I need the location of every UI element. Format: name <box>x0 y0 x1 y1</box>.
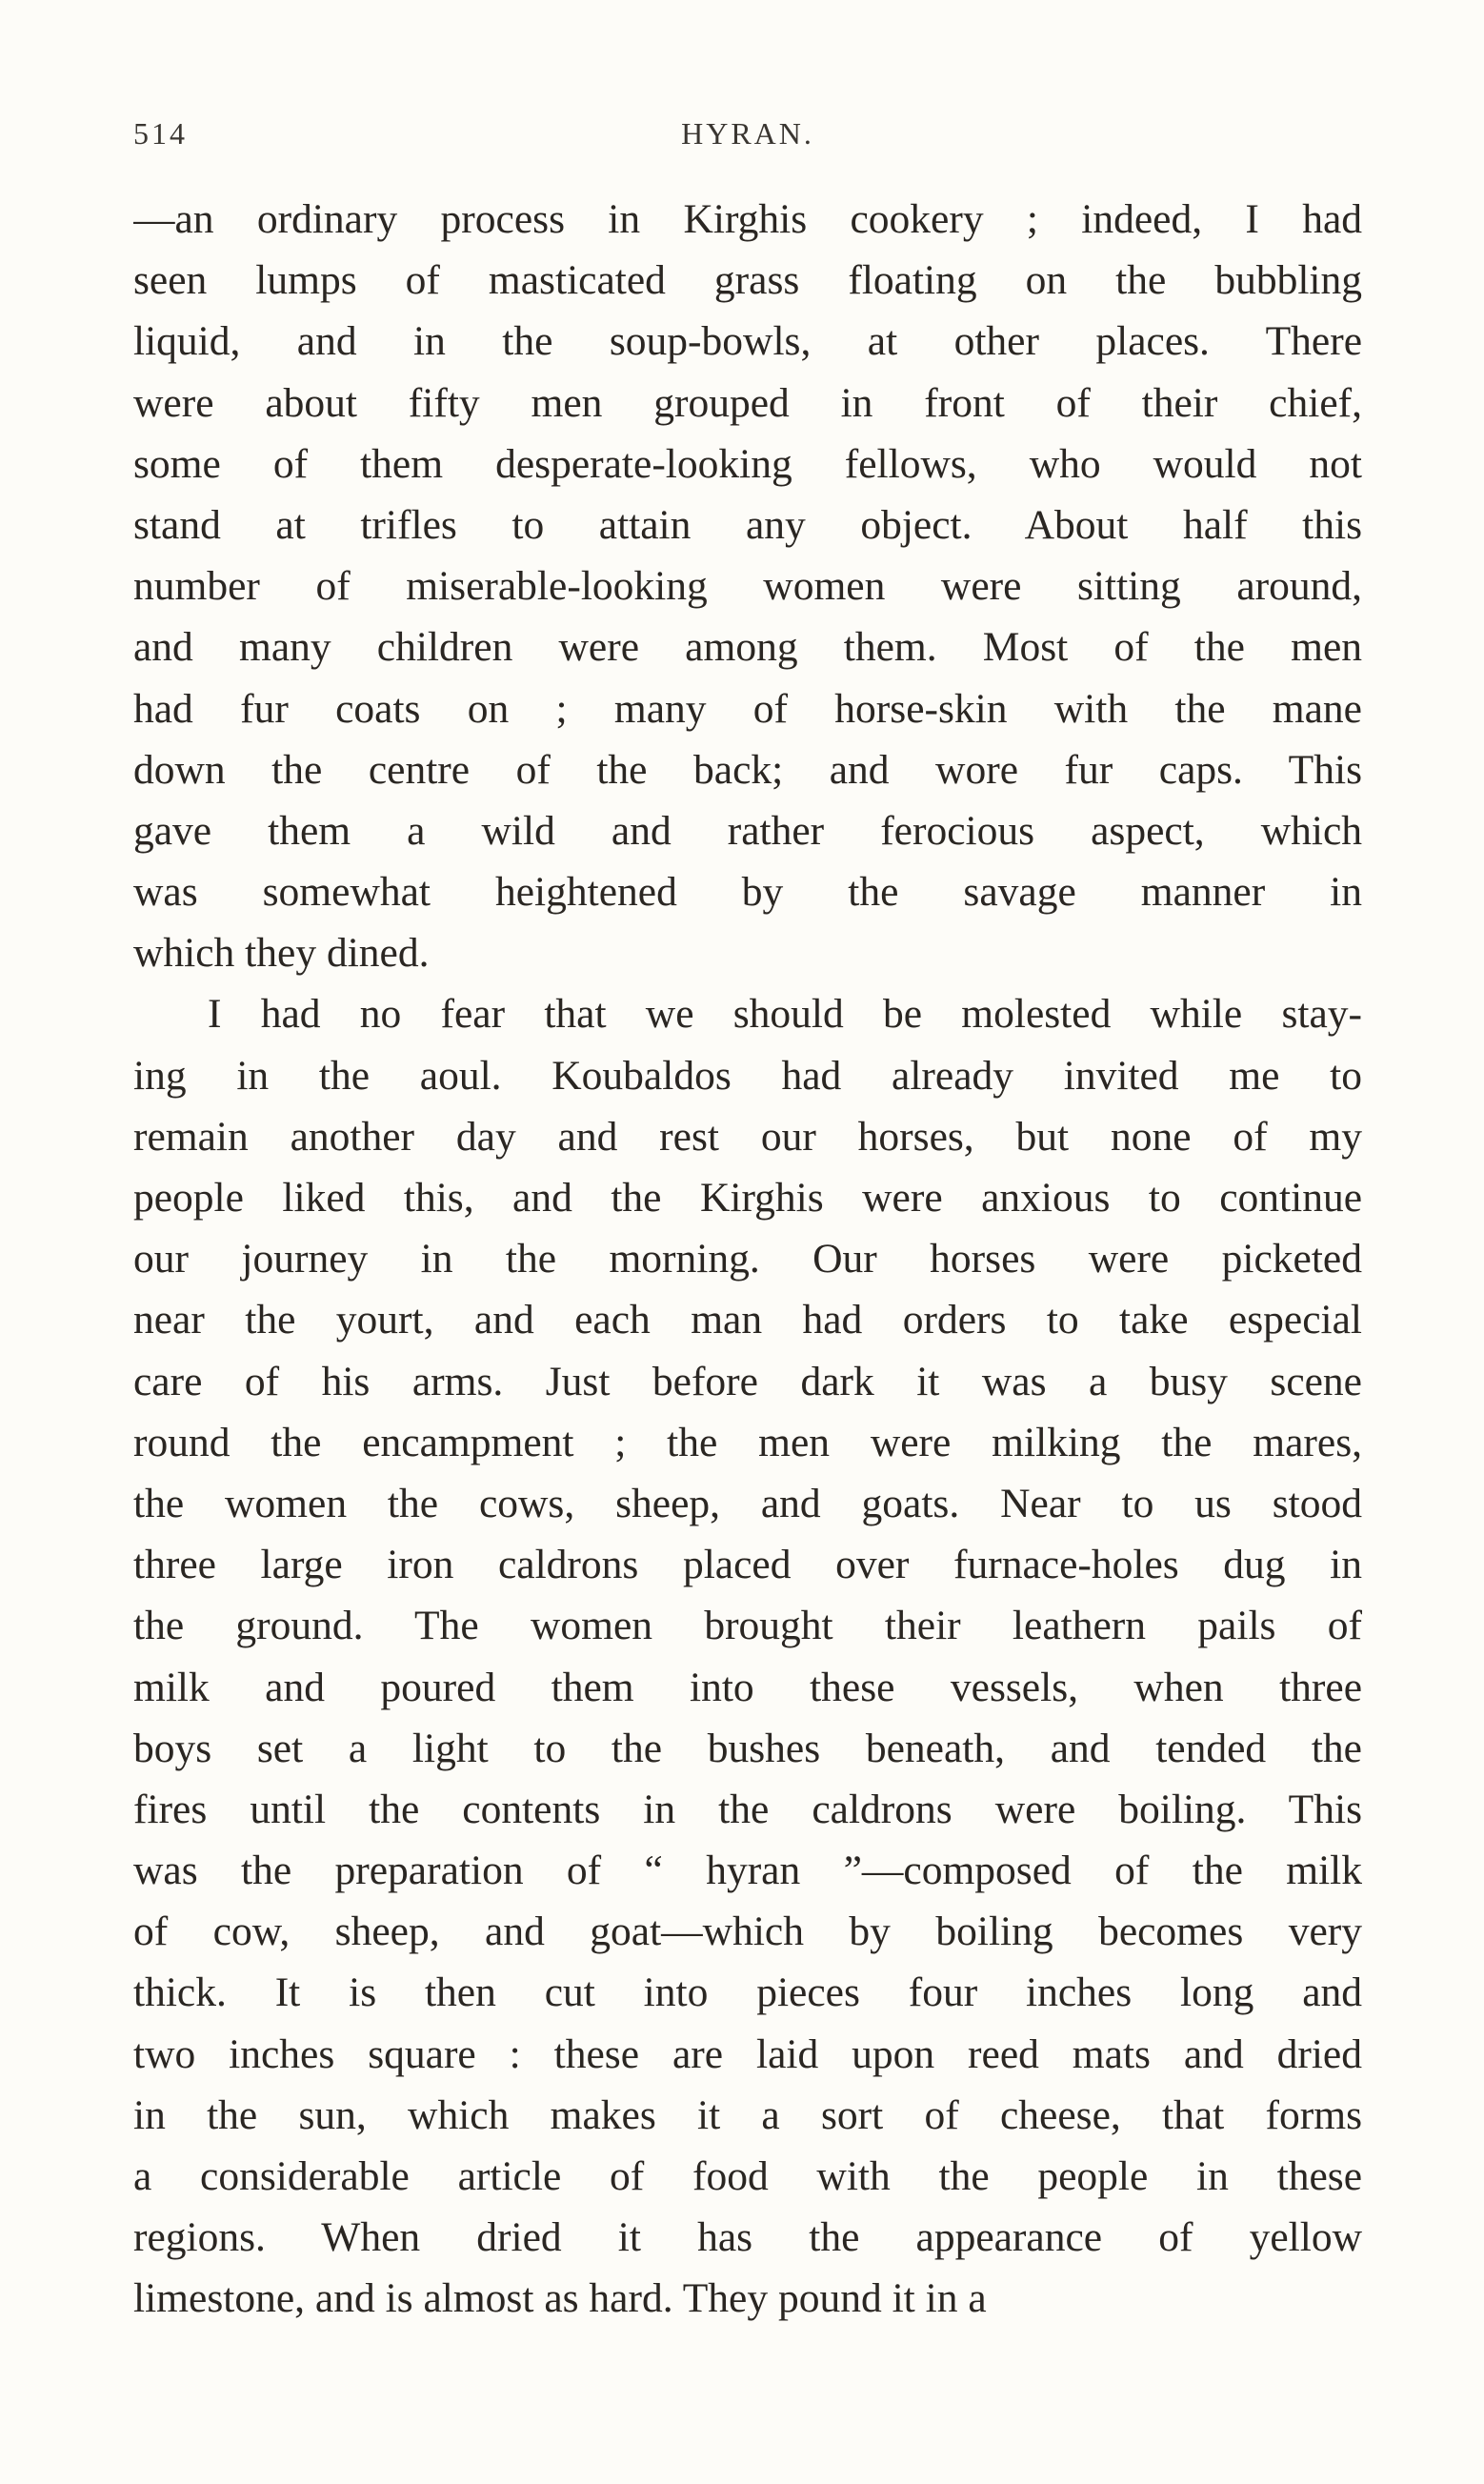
text-line: number of miserable-looking women were sitting around, <box>133 563 1362 610</box>
text-line: down the centre of the back; and wore fur caps. This <box>133 746 1362 793</box>
text-line: some of them desperate-looking fellows, who would not <box>133 440 1362 487</box>
paragraph-start-line: I had no fear that we should be molested while stay- <box>208 991 1362 1038</box>
text-line: in the sun, which makes it a sort of cheese, that forms <box>133 2091 1362 2138</box>
text-line: had fur coats on ; many of horse-skin with the mane <box>133 685 1362 732</box>
paragraph-end-line: which they dined. <box>133 930 430 977</box>
text-line: was the preparation of “ hyran ”—composed of the milk <box>133 1848 1362 1894</box>
text-line: the women the cows, sheep, and goats. Near to us stood <box>133 1480 1362 1526</box>
text-line: was somewhat heightened by the savage manner in <box>133 869 1362 916</box>
text-line: regions. When dried it has the appearance of yellow <box>133 2214 1362 2261</box>
text-line: care of his arms. Just before dark it was a busy scene <box>133 1358 1362 1404</box>
text-line: fires until the contents in the caldrons were boiling. This <box>133 1786 1362 1832</box>
page-number: 514 <box>133 116 188 151</box>
text-line: gave them a wild and rather ferocious aspect, which <box>133 807 1362 854</box>
text-line: a considerable article of food with the people in these <box>133 2153 1362 2199</box>
text-line: near the yourt, and each man had orders to take especial <box>133 1297 1362 1343</box>
text-line: liquid, and in the soup-bowls, at other places. There <box>133 318 1362 365</box>
text-line: ing in the aoul. Koubaldos had already invited me to <box>133 1052 1362 1099</box>
running-title: HYRAN. <box>681 116 814 151</box>
text-line: our journey in the morning. Our horses were picketed <box>133 1236 1362 1282</box>
text-line: the ground. The women brought their leathern pails of <box>133 1603 1362 1649</box>
text-line: seen lumps of masticated grass floating on the bubbling <box>133 257 1362 304</box>
text-line: and many children were among them. Most of the men <box>133 624 1362 671</box>
text-line: milk and poured them into these vessels, when three <box>133 1664 1362 1710</box>
body-text <box>133 189 1362 2330</box>
text-line: of cow, sheep, and goat—which by boiling becomes very <box>133 1908 1362 1955</box>
text-line: two inches square : these are laid upon reed mats and dried <box>133 2030 1362 2077</box>
text-line: remain another day and rest our horses, but none of my <box>133 1113 1362 1160</box>
text-line: thick. It is then cut into pieces four inches long and <box>133 1969 1362 2016</box>
text-line: boys set a light to the bushes beneath, and tended the <box>133 1725 1362 1771</box>
text-line: stand at trifles to attain any object. About half this <box>133 501 1362 548</box>
text-line: limestone, and is almost as hard. They pound it in a <box>133 2275 987 2322</box>
text-line: —an ordinary process in Kirghis cookery ; indeed, I had <box>133 196 1362 242</box>
text-line: were about fifty men grouped in front of their chief, <box>133 379 1362 426</box>
text-line: people liked this, and the Kirghis were anxious to continue <box>133 1175 1362 1221</box>
text-line: three large iron caldrons placed over furnace-holes dug in <box>133 1542 1362 1588</box>
text-line: round the encampment ; the men were milking the mares, <box>133 1419 1362 1465</box>
running-head <box>133 107 1362 164</box>
